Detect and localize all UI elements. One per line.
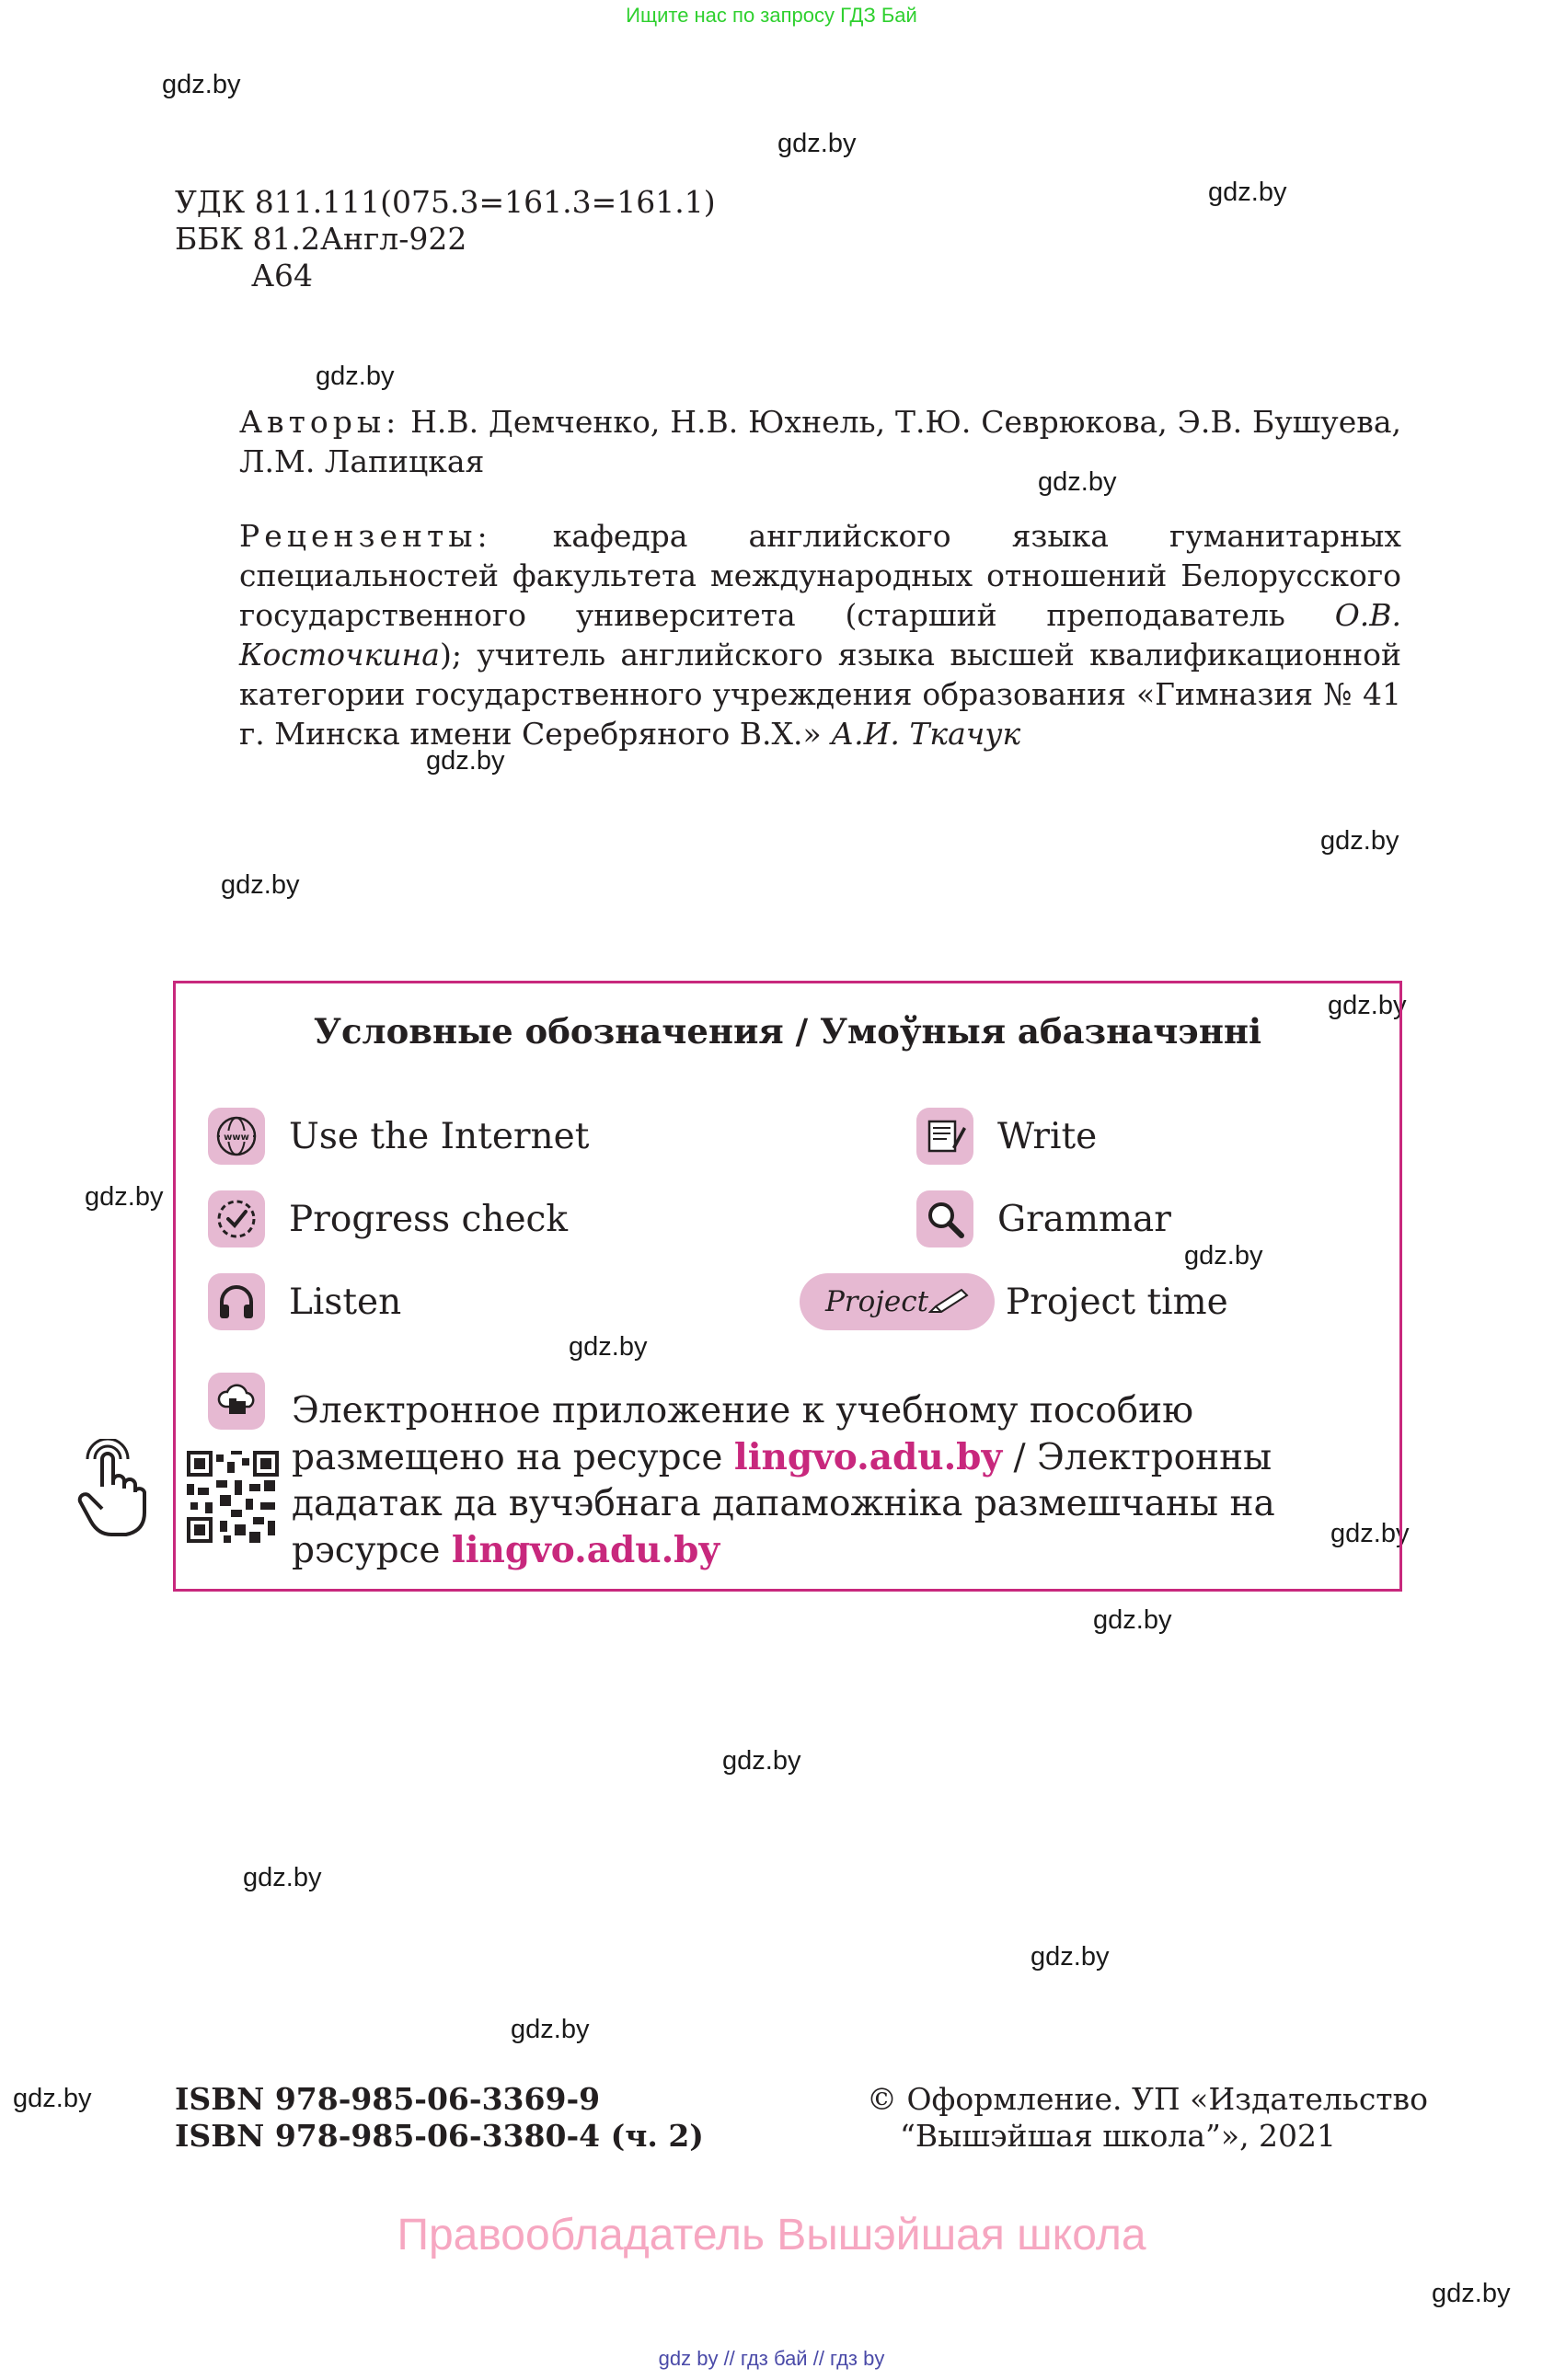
top-banner[interactable]: Ищите нас по запросу ГДЗ Бай	[626, 4, 917, 27]
watermark: gdz.by	[243, 1863, 322, 1892]
eapp-link[interactable]: lingvo.adu.by	[733, 1436, 1003, 1478]
watermark: gdz.by	[85, 1182, 164, 1212]
reviewers-text: кафедра английского языка гуманитарных специальностей факультета международных отношений Белорусского государственного университета (старший преподаватель	[239, 518, 1401, 633]
copyright-line: “Вышэйшая школа”», 2021	[900, 2118, 1337, 2154]
www-globe-icon	[208, 1108, 265, 1165]
author-code: А64	[251, 258, 313, 293]
watermark: gdz.by	[1038, 467, 1117, 497]
authors-text: Н.В. Демченко, Н.В. Юхнель, Т.Ю. Севрюкова, Э.В. Бушуева, Л.М. Лапицкая	[239, 404, 1401, 479]
watermark: gdz.by	[511, 2015, 590, 2044]
pen-icon	[928, 1288, 969, 1316]
legend-title: Условные обозначения / Умоўныя абазначэнні	[313, 1011, 1262, 1052]
legend-item-write	[916, 1108, 1097, 1165]
legend-label-progress: Progress check	[289, 1198, 568, 1240]
qr-code-icon[interactable]	[187, 1451, 279, 1546]
biblio-codes	[175, 184, 716, 294]
legend-label-write: Write	[997, 1115, 1098, 1157]
watermark: gdz.by	[1208, 178, 1287, 207]
legend-item-eapp-icon	[208, 1373, 265, 1430]
legend-item-grammar	[916, 1190, 1171, 1247]
udk-code: УДК 811.111(075.3=161.3=161.1)	[175, 184, 716, 220]
watermark: gdz.by	[1184, 1241, 1263, 1270]
reviewer-name: А.И. Ткачук	[831, 716, 1021, 752]
watermark: gdz.by	[426, 746, 505, 776]
isbn-line: ISBN 978-985-06-3369-9	[175, 2081, 601, 2117]
legend-box	[173, 981, 1402, 1592]
svg-text:www: www	[224, 1133, 249, 1143]
cloud-folder-icon	[208, 1373, 265, 1430]
watermark: gdz.by	[1320, 826, 1399, 856]
isbn-block	[175, 2081, 704, 2155]
watermark: gdz.by	[316, 362, 395, 391]
bbk-code: ББК 81.2Англ-922	[175, 221, 467, 257]
legend-label-grammar: Grammar	[997, 1198, 1171, 1240]
footer-links[interactable]: gdz by // гдз бай // гдз by	[658, 2347, 885, 2370]
electronic-appendix-text	[292, 1388, 1387, 1574]
legend-item-project	[800, 1273, 1228, 1330]
eapp-text: Электронное приложение к учебному пособию размещено на ресурсе	[292, 1390, 1194, 1478]
headphones-icon	[208, 1273, 265, 1330]
progress-check-icon	[208, 1190, 265, 1247]
watermark: gdz.by	[777, 129, 857, 158]
eapp-text: / Электронны дадатак да вучэбнага дапаможніка размешчаны на рэсурсе	[292, 1437, 1275, 1571]
project-badge	[800, 1273, 995, 1330]
legend-item-progress	[208, 1190, 568, 1247]
legend-label-project: Project time	[1006, 1281, 1228, 1323]
watermark: gdz.by	[1328, 991, 1407, 1020]
eapp-link[interactable]: lingvo.adu.by	[451, 1529, 720, 1571]
watermark: gdz.by	[221, 870, 300, 900]
legend-label-internet: Use the Internet	[289, 1115, 590, 1157]
reviewer-name: О.В. Косточкина	[239, 597, 1401, 673]
authors-label: Авторы:	[239, 404, 401, 440]
magnifier-icon	[916, 1190, 973, 1247]
hand-pointer-icon	[75, 1439, 148, 1544]
watermark: gdz.by	[162, 70, 241, 99]
rights-holder: Правообладатель Вышэйшая школа	[397, 2211, 1146, 2259]
isbn-line: ISBN 978-985-06-3380-4 (ч. 2)	[175, 2118, 704, 2154]
copyright-block	[867, 2081, 1428, 2155]
copyright-line: © Оформление. УП «Издательство	[867, 2081, 1429, 2117]
watermark: gdz.by	[569, 1332, 648, 1362]
watermark: gdz.by	[1031, 1942, 1110, 1972]
legend-item-listen	[208, 1273, 401, 1330]
reviewers-label: Рецензенты:	[239, 518, 492, 554]
project-badge-label: Project	[824, 1285, 929, 1318]
legend-label-listen: Listen	[289, 1281, 402, 1323]
write-notebook-icon	[916, 1108, 973, 1165]
watermark: gdz.by	[722, 1746, 801, 1776]
watermark: gdz.by	[13, 2084, 92, 2113]
reviewers-text: ); учитель английского языка высшей квалификационной категории государственного учреждения образования «Гимназия № 41 г. Минска имени Серебряного В.Х.»	[239, 637, 1401, 752]
watermark: gdz.by	[1330, 1519, 1410, 1548]
authors-paragraph	[175, 402, 1401, 481]
reviewers-paragraph	[175, 516, 1401, 753]
watermark: gdz.by	[1093, 1605, 1172, 1635]
legend-item-internet	[208, 1108, 589, 1165]
watermark: gdz.by	[1432, 2279, 1511, 2308]
